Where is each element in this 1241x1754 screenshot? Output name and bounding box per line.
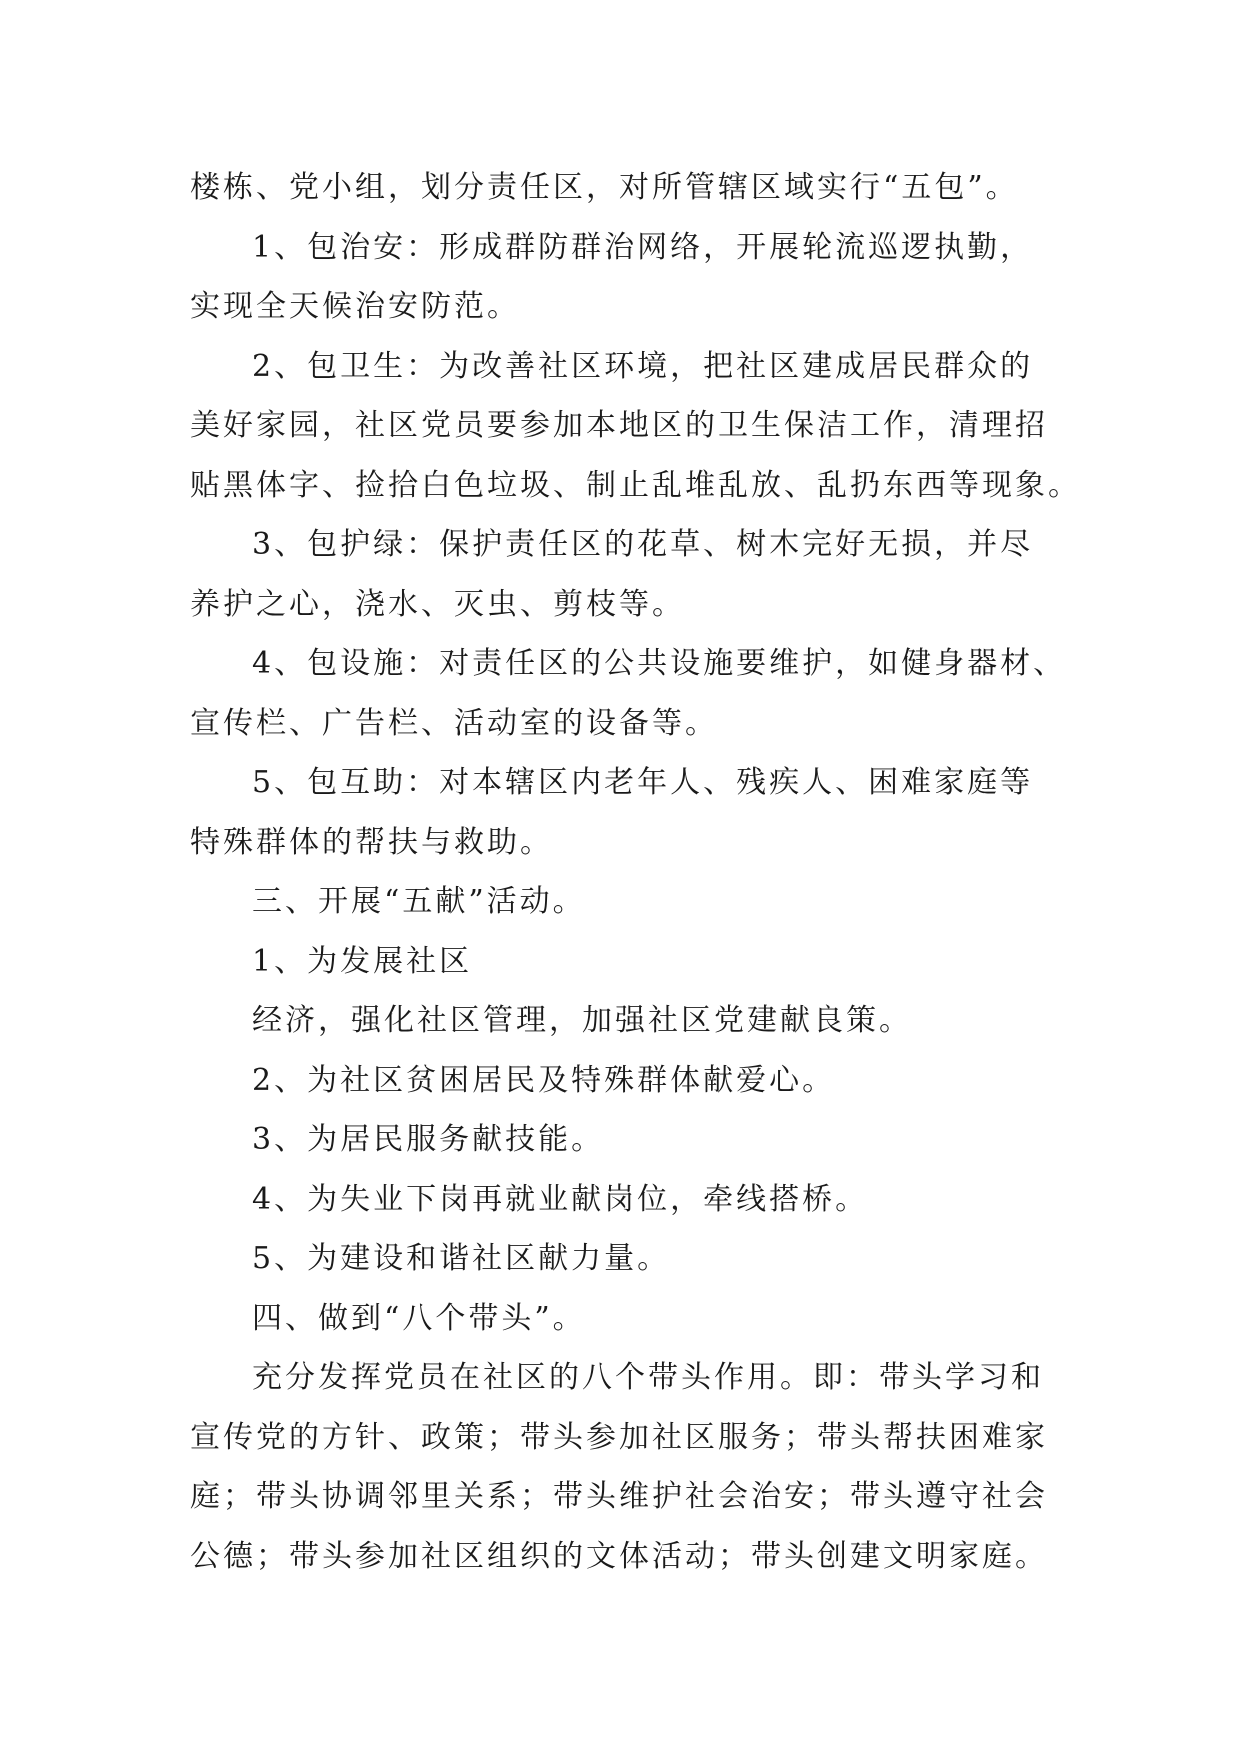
text-line: 3、包护绿：保护责任区的花草、树木完好无损，并尽	[252, 527, 1034, 562]
text-line: 楼栋、党小组，划分责任区，对所管辖区域实行“五包”。	[190, 170, 1019, 205]
text-line: 庭；带头协调邻里关系；带头维护社会治安；带头遵守社会	[190, 1479, 1048, 1514]
text-line: 养护之心，浇水、灭虫、剪枝等。	[190, 586, 685, 622]
text-line: 5、包互助：对本辖区内老年人、残疾人、困难家庭等	[252, 765, 1034, 800]
text-line: 4、包设施：对责任区的公共设施要维护，如健身器材、	[252, 646, 1067, 681]
text-line: 特殊群体的帮扶与救助。	[190, 824, 553, 860]
text-line: 1、为发展社区	[252, 943, 473, 979]
section-heading: 三、开展“五献”活动。	[252, 884, 586, 919]
section-heading: 四、做到“八个带头”。	[252, 1300, 586, 1336]
text-line: 充分发挥党员在社区的八个带头作用。即：带头学习和	[252, 1360, 1044, 1395]
text-line: 实现全天候治安防范。	[190, 289, 520, 324]
text-line: 2、包卫生：为改善社区环境，把社区建成居民群众的	[252, 348, 1034, 384]
text-line: 5、为建设和谐社区献力量。	[252, 1241, 671, 1276]
text-line: 3、为居民服务献技能。	[252, 1122, 605, 1157]
text-line: 2、为社区贫困居民及特殊群体献爱心。	[252, 1062, 836, 1098]
document-body	[190, 158, 1081, 1586]
text-line: 美好家园，社区党员要参加本地区的卫生保洁工作，清理招	[190, 408, 1048, 443]
text-line: 宣传党的方针、政策；带头参加社区服务；带头帮扶困难家	[190, 1419, 1048, 1455]
text-line: 经济，强化社区管理，加强社区党建献良策。	[252, 1003, 912, 1038]
text-line: 贴黑体字、捡拾白色垃圾、制止乱堆乱放、乱扔东西等现象。	[190, 467, 1081, 503]
text-line: 宣传栏、广告栏、活动室的设备等。	[190, 705, 718, 741]
text-line: 1、包治安：形成群防群治网络，开展轮流巡逻执勤，	[252, 229, 1034, 265]
text-line: 公德；带头参加社区组织的文体活动；带头创建文明家庭。	[190, 1538, 1048, 1574]
text-line: 4、为失业下岗再就业献岗位，牵线搭桥。	[252, 1181, 869, 1217]
